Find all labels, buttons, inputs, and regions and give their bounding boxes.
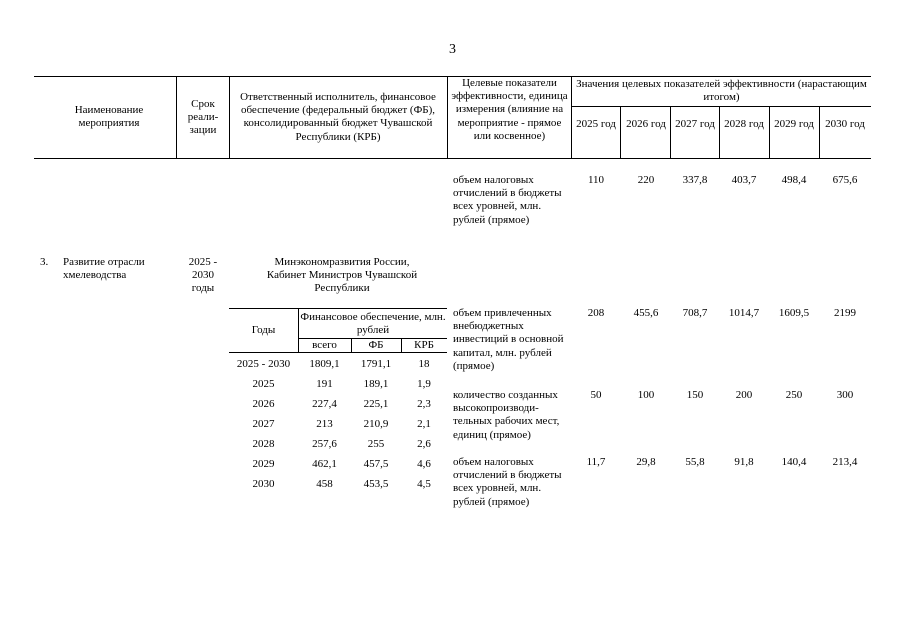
year-divider: [670, 106, 671, 158]
indicator-value: 50: [590, 389, 602, 401]
indicator-value: 208: [587, 307, 605, 319]
finance-year: 2025: [252, 378, 275, 390]
indicator-value: 140,4: [781, 456, 807, 468]
header-divider: [447, 76, 448, 158]
finance-krb-header: КРБ: [414, 339, 434, 351]
year-divider: [719, 106, 720, 158]
finance-total: 213: [316, 418, 333, 430]
finance-krb: 4,6: [417, 458, 431, 470]
indicator-value: 403,7: [731, 174, 757, 186]
header-year: 2025 год: [576, 118, 616, 130]
indicator-value: 91,8: [734, 456, 754, 468]
indicator-value: 110: [587, 174, 605, 186]
finance-krb: 1,9: [417, 378, 431, 390]
header-divider: [176, 76, 177, 158]
indicator-value: 100: [637, 389, 655, 401]
finance-top-rule: [229, 308, 447, 309]
finance-years-header: Годы: [251, 324, 276, 336]
finance-total-header: всего: [312, 339, 337, 351]
header-name: Наименование мероприятия: [74, 104, 144, 130]
indicator-value: 455,6: [633, 307, 659, 319]
finance-group-header: Финансовое обеспечение, млн. рублей: [300, 311, 446, 337]
measure-name: Развитие отрасли хмелеводства: [63, 256, 145, 282]
indicator-value: 498,4: [781, 174, 807, 186]
finance-fb: 1791,1: [360, 358, 392, 370]
indicator-value: 250: [785, 389, 803, 401]
finance-fb: 225,1: [363, 398, 389, 410]
indicator-value: 29,8: [636, 456, 656, 468]
indicator-value: 150: [686, 389, 704, 401]
finance-total: 191: [316, 378, 333, 390]
finance-year: 2028: [252, 438, 275, 450]
finance-fb: 210,9: [363, 418, 389, 430]
indicator-value: 337,8: [682, 174, 708, 186]
finance-year: 2030: [252, 478, 275, 490]
finance-krb: 2,1: [417, 418, 431, 430]
header-values: Значения целевых показателей эффективности (нарастающим итогом): [576, 78, 867, 104]
indicator-value: 675,6: [832, 174, 858, 186]
header-year: 2028 год: [724, 118, 764, 130]
indicator-text: объем налоговых отчислений в бюджеты всех уровней, млн. рублей (прямое): [453, 174, 562, 226]
finance-fb: 189,1: [363, 378, 389, 390]
finance-year: 2029: [252, 458, 275, 470]
header-year: 2027 год: [675, 118, 715, 130]
finance-total: 1809,1: [309, 358, 340, 370]
indicator-value: 1014,7: [728, 307, 760, 319]
header-year: 2029 год: [774, 118, 814, 130]
indicator-text: объем налоговых отчислений в бюджеты всех уровней, млн. рублей (прямое): [453, 456, 562, 508]
indicator-value: 220: [637, 174, 655, 186]
measure-term: 2025 - 2030 годы: [188, 256, 218, 295]
indicator-text: объем привлеченных внебюджетных инвестиций в основной капитал, млн. рублей (прямое): [453, 307, 564, 372]
finance-fb: 457,5: [363, 458, 389, 470]
indicator-value: 300: [836, 389, 854, 401]
finance-krb: 2,3: [417, 398, 431, 410]
finance-total: 462,1: [312, 458, 337, 470]
year-divider: [819, 106, 820, 158]
finance-total: 227,4: [312, 398, 337, 410]
finance-total: 257,6: [312, 438, 337, 450]
finance-fb: 255: [367, 438, 385, 450]
header-executor: Ответственный исполнитель, финансовое обеспечение (федеральный бюджет (ФБ), консолидированный бюджет Чувашской Республики (КРБ): [240, 91, 436, 143]
finance-total: 458: [316, 478, 333, 490]
measure-executor: Минэкономразвития России, Кабинет Министров Чувашской Республики: [266, 256, 418, 295]
header-divider: [571, 76, 572, 158]
indicator-value: 1609,5: [778, 307, 810, 319]
indicator-value: 55,8: [685, 456, 705, 468]
indicator-text: количество созданных высокопроизводи- тельных рабочих мест, единиц (прямое): [453, 389, 560, 441]
header-divider: [229, 76, 230, 158]
header-year: 2030 год: [825, 118, 865, 130]
year-divider: [620, 106, 621, 158]
finance-fb: 453,5: [363, 478, 389, 490]
indicator-value: 11,7: [586, 456, 606, 468]
measure-number: 3.: [40, 256, 49, 268]
header-bottom-rule: [34, 158, 871, 159]
finance-year: 2027: [252, 418, 275, 430]
years-subheader-rule: [571, 106, 871, 107]
year-divider: [769, 106, 770, 158]
indicator-value: 213,4: [832, 456, 858, 468]
finance-krb: 2,6: [417, 438, 431, 450]
finance-year: 2026: [252, 398, 275, 410]
indicator-value: 708,7: [682, 307, 708, 319]
header-year: 2026 год: [626, 118, 666, 130]
indicator-value: 2199: [834, 307, 856, 319]
page-number: 3: [449, 42, 456, 57]
finance-krb: 4,5: [417, 478, 431, 490]
finance-fb-header: ФБ: [368, 339, 384, 351]
header-term: Срок реали- зации: [187, 98, 219, 137]
indicator-value: 200: [735, 389, 753, 401]
finance-year: 2025 - 2030: [236, 358, 291, 370]
finance-krb: 18: [418, 358, 430, 370]
header-indicators: Целевые показатели эффективности, единица измерения (влияние на мероприятие - прямое или косвенное): [451, 77, 568, 142]
